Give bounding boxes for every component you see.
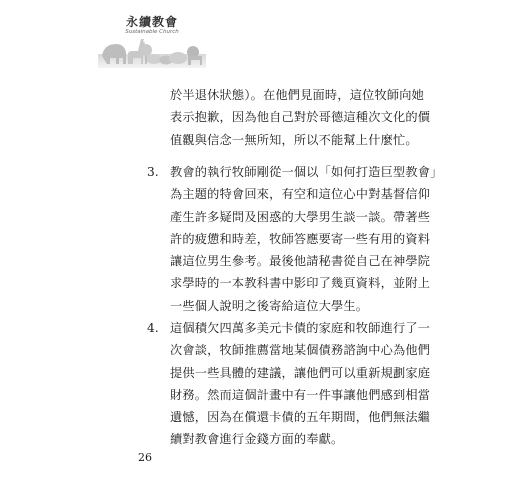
- list-item-text: 教會的執行牧師剛從一個以「如何打造巨型教會」 為主題的特會回來，有空和這位心中對基督信仰 產生許多疑問及困惑的大學男生談一談。帶著些 許的疲憊和時差，牧師答應要寄一些有用的資料 讓這位男生參考。最後他請秘書從自己在神學院 求學時的一本教科書中影印了幾頁資料，並附上 一些個人說明之後寄給這位大學生。: [170, 165, 443, 313]
- logo-subtitle: Sustainable Church: [125, 29, 179, 35]
- list-item-number: 4.: [147, 321, 159, 335]
- list-item-number: 3.: [147, 165, 159, 179]
- church-logo: [98, 8, 206, 70]
- page-number: 26: [138, 451, 152, 464]
- paragraph-continued: 於半退休狀態）。在他們見面時，這位牧師向她 表示抱歉，因為他自己對於哥德這種次文化的價 值觀與信念一無所知，所以不能幫上什麼忙。: [170, 88, 431, 147]
- animals-silhouette-icon: [98, 34, 206, 68]
- list-item-text: 這個積欠四萬多美元卡債的家庭和牧師進行了一 次會談，牧師推薦當地某個債務諮詢中心為他們 提供一些具體的建議，讓他們可以重新規劃家庭 財務。然而這個計畫中有一件事讓他們感到相當 遺憾，因為在償還卡債的五年期間，他們無法繼 續對教會進行金錢方面的奉獻。: [170, 321, 431, 447]
- logo-title: 永續教會: [125, 15, 178, 29]
